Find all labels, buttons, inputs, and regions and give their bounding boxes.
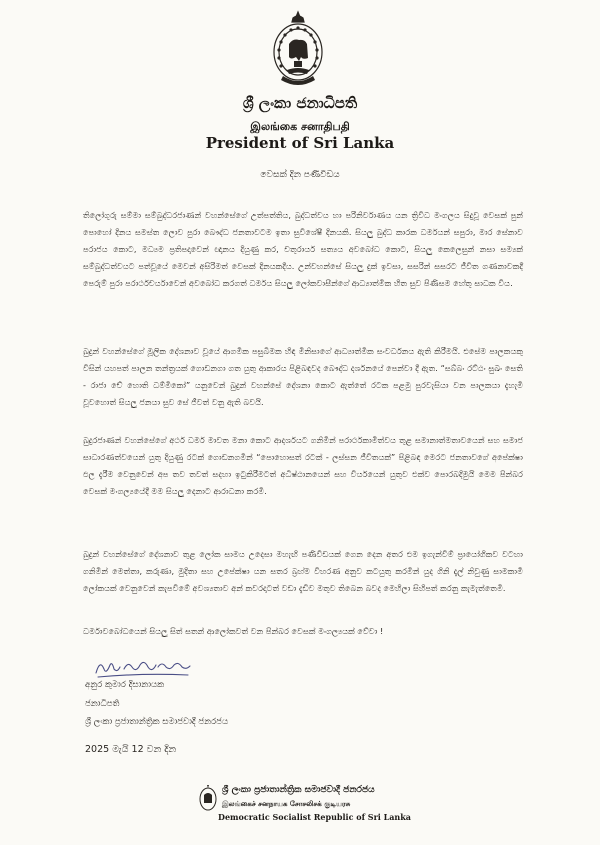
message-paragraph-2: බුදුන් වහන්සේගේ මූලික දේශනාව වූයේ ආගමික පසුබිමක හිඳ මිනිසාගේ ආධ්‍යාත්මික සංවර්ධනය ඇති කිරීමයි. එසේම පාලකයකු විසින් යහපත් පාලන තන්ත්‍රයක් ගොඩනගා ගත යුතු ආකාරය පිළිබඳවද බෞද්ධ දර්ශනයේ පෙන්වා දී ඇත. “සබ්බං රට්ඨං සුඛං සෙති - රාජා චේ හොති ධම්මිකෝ” යනුවෙන් බුදුන් වහන්සේ දේශනා කොට ඇත්තේ රටක පළමු පුරවැසියා වන පාලකයා දැහැමි වූවහොත් සියලු ජනයා සුව සේ ජීවත් වනු ඇති බවයි. xyxy=(83,346,523,407)
handwritten-signature xyxy=(92,655,192,681)
message-paragraph-1: තිලෝගුරු සම්මා සම්බුද්ධරජාණන් වහන්සේගේ උත්පත්තිය, බුද්ධත්වය හා පරිනිර්වාණය යන ත්‍රිවිධ මංගලය සිදුවූ වෙසක් පුන් පොහෝ දිනය සමස්ත ලොව පුරා බෞද්ධ ජනතාවටම ඉතා සුවිශේෂී දිනයකි. සියලු බුද්ධ කාරක ධර්මයන් සපුරා, මාර සේනාව පරාජය කොට, මධ්‍යම ප්‍රතිපදාවෙන් ඥානය දියුණු කර, චතුරාර්ය සත්‍යය අවබෝධ කොට, සියලු කෙලෙසුන් නසා සම්‍යක් සම්බුද්ධත්වයට පත්වූයේ මෙවන් අසිරිමත් වෙසක් දිනයකදීය. උන්වහන්සේ සියලු දුක් ඉවසා, සසරින් සසරට ජීවිත ගණනාවකදී පෙරුම් පුරා පරාර්ථචර්යාවෙන් අවබෝධ කරගත් ධර්මය සියලු ලෝකවාසීන්ගේ ආධ්‍යාත්මික හිත සුව පිණිසම හේතු සාධක විය. xyxy=(83,210,523,288)
president-title-english: President of Sri Lanka xyxy=(205,134,395,152)
message-paragraph-3: බුදුරජාණන් වහන්සේගේ අර්ථ ධර්ම මාවත මනා කොට ආදර්ශයට ගනිමින් පරාර්ථකාමීත්වය තුළ සමානාත්මතාවයෙන් සහ සමාජ සාධාරණත්වයෙන් යුතු දියුණු රටක් ගොඩනගමින් “පොහොසත් රටක් - ලස්සන ජීවිතයක්” පිළිබඳ මෙරට ජනතාවගේ අපේක්ෂා ඵල දැරීම වෙනුවෙන් අප තව තවත් සදහා ඉටුකිරීමටත් අධිෂ්ඨානයෙන් සහ වීර්යයෙන් යුතුව එක්ව පොරබදිමුයි මෙම පින්බර වෙසක් මංගල්‍යයේදී මම සියලු දෙනාට ආරාධනා කරමි. xyxy=(83,435,523,496)
sri-lanka-emblem-icon xyxy=(263,8,333,90)
signatory-name: අනුර කුමාර දිසානායක xyxy=(85,680,165,690)
footer-republic-english: Democratic Socialist Republic of Sri Lanka xyxy=(218,812,411,822)
footer-republic-sinhala: ශ්‍රී ලංකා ප්‍රජාතාන්ත්‍රික සමාජවාදී ජනරජය xyxy=(222,785,375,795)
signatory-title: ජනාධිපති xyxy=(85,699,120,709)
president-title-sinhala: ශ්‍රී ලංකා ජනාධිපති xyxy=(242,94,358,112)
footer-republic-tamil: இலங்கைச் சனநாயக சோசலிசக் குடியரசு xyxy=(222,800,351,808)
signatory-republic: ශ්‍රී ලංකා ප්‍රජාතාන්ත්‍රික සමාජවාදී ජනරජය xyxy=(85,717,229,727)
message-paragraph-4: බුදුන් වහන්සේගේ දේශනාව තුළ ලෝක සාමය උදෙසා මහැඟි පණිවිඩයක් ගෙන දෙන අතර එම ඉගැන්වීම් ප්‍රායෝගිකව වටහා ගනිමින් මෙත්තා, කරුණා, මුදිතා සහ උපේක්ෂා යන සතර බ්‍රහ්ම විහරණ අනුව කටයුතු කරමින් යුද ගිනි දැල් නිවුණු සාමකාමී ලෝකයක් වෙනුවෙන් කැපවීමේ අවශ්‍යතාව අන් කවරදාටත් වඩා දැඩිව මතුව තිබෙන බවද මෙහිලා සිහිපත් කරනු කැමැත්තෙමි. xyxy=(83,549,523,593)
message-paragraph-5: ධර්මාවබෝධයෙන් සියලු සිත් සතන් ආලෝකවත් වන පින්බර වෙසක් මංගල්‍යයක් වේවා ! xyxy=(83,626,384,636)
message-subject: වෙසක් දින පණිවිඩය xyxy=(260,170,340,180)
footer-emblem-icon xyxy=(198,783,218,813)
president-title-tamil: இலங்கை சனாதிபதி xyxy=(250,120,350,133)
message-date: 2025 මැයි 12 වන දින xyxy=(85,744,177,755)
